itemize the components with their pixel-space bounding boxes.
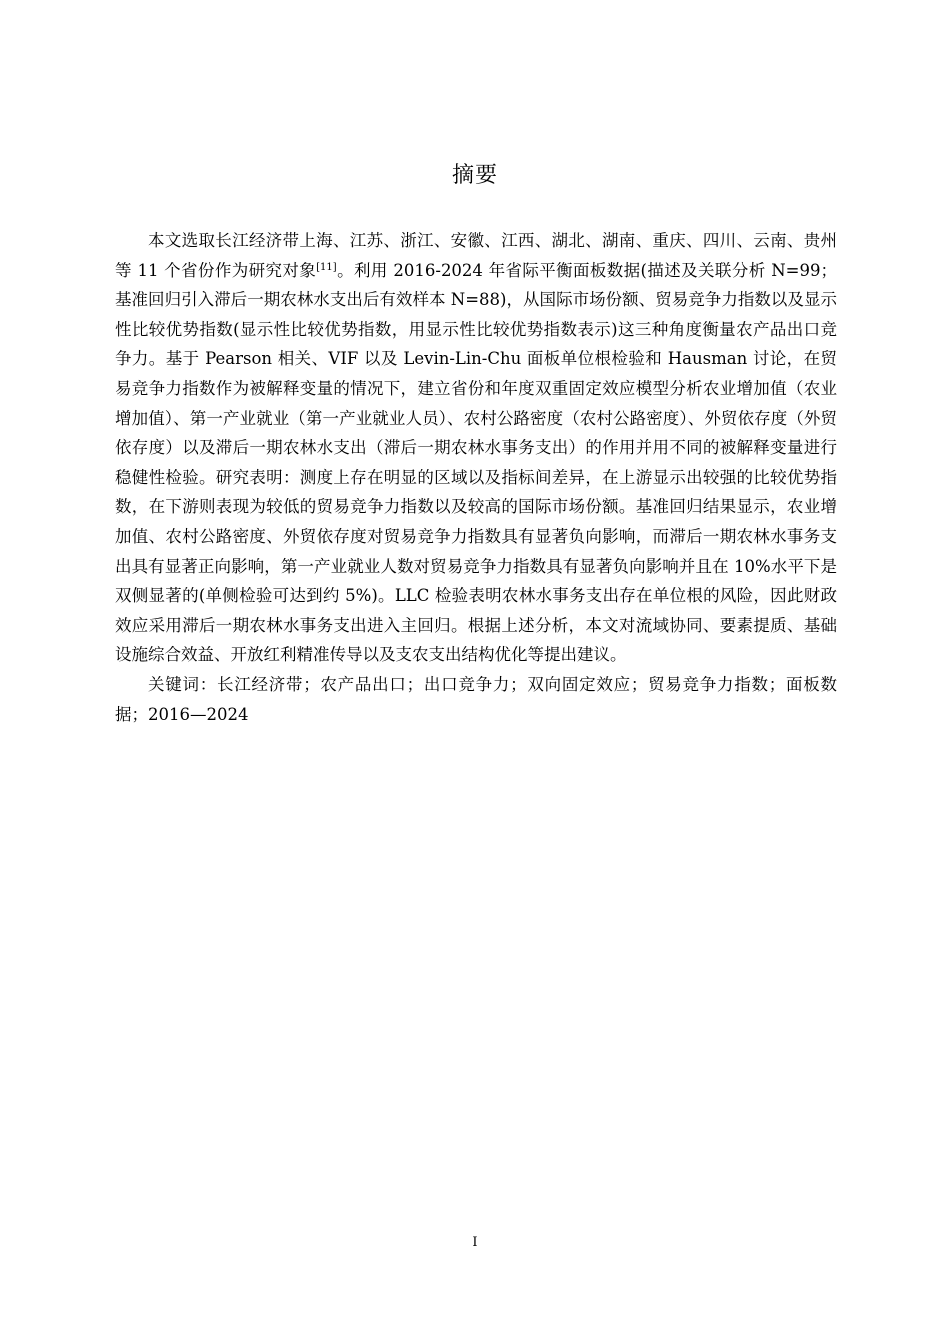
abstract-text-part1: 本文选取长江经济带上海、江苏、浙江、安徽、江西、湖北、湖南、重庆、四川、云南、贵州等 11 个省份作为研究对象 xyxy=(115,231,837,280)
abstract-paragraph xyxy=(115,226,837,670)
page-number: I xyxy=(472,1235,478,1250)
keywords-paragraph: 关键词：长江经济带；农产品出口；出口竞争力；双向固定效应；贸易竞争力指数；面板数据；2016—2024 xyxy=(115,674,837,724)
citation-reference: [11] xyxy=(316,261,337,273)
page-title: 摘要 xyxy=(451,163,498,188)
abstract-text-part2: 。利用 2016-2024 年省际平衡面板数据(描述及关联分析 N=99；基准回归引入滞后一期农林水支出后有效样本 N=88)，从国际市场份额、贸易竞争力指数以及显示性比较优势指数(显示性比较优势指数，用显示性比较优势指数表示)这三种角度衡量农产品出口竞争力。基于 Pearson 相关、VIF 以及 Levin-Lin-Chu 面板单位根检验和 Hausman 讨论，在贸易竞争力指数作为被解释变量的情况下，建立省份和年度双重固定效应模型分析农业增加值（农业增加值）、第一产业就业（第一产业就业人员）、农村公路密度（农村公路密度）、外贸依存度（外贸依存度）以及滞后一期农林水支出（滞后一期农林水事务支出）的作用并用不同的被解释变量进行稳健性检验。研究表明：测度上存在明显的区域以及指标间差异，在上游显示出较强的比较优势指数，在下游则表现为较低的贸易竞争力指数以及较高的国际市场份额。基准回归结果显示，农业增加值、农村公路密度、外贸依存度对贸易竞争力指数具有显著负向影响，而滞后一期农林水事务支出具有显著正向影响，第一产业就业人数对贸易竞争力指数具有显著负向影响并且在 10%水平下是双侧显著的(单侧检验可达到约 5%)。LLC 检验表明农林水事务支出存在单位根的风险，因此财政效应采用滞后一期农林水事务支出进入主回归。根据上述分析，本文对流域协同、要素提质、基础设施综合效益、开放红利精准传导以及支农支出结构优化等提出建议。 xyxy=(115,260,837,665)
abstract-body xyxy=(115,226,837,729)
